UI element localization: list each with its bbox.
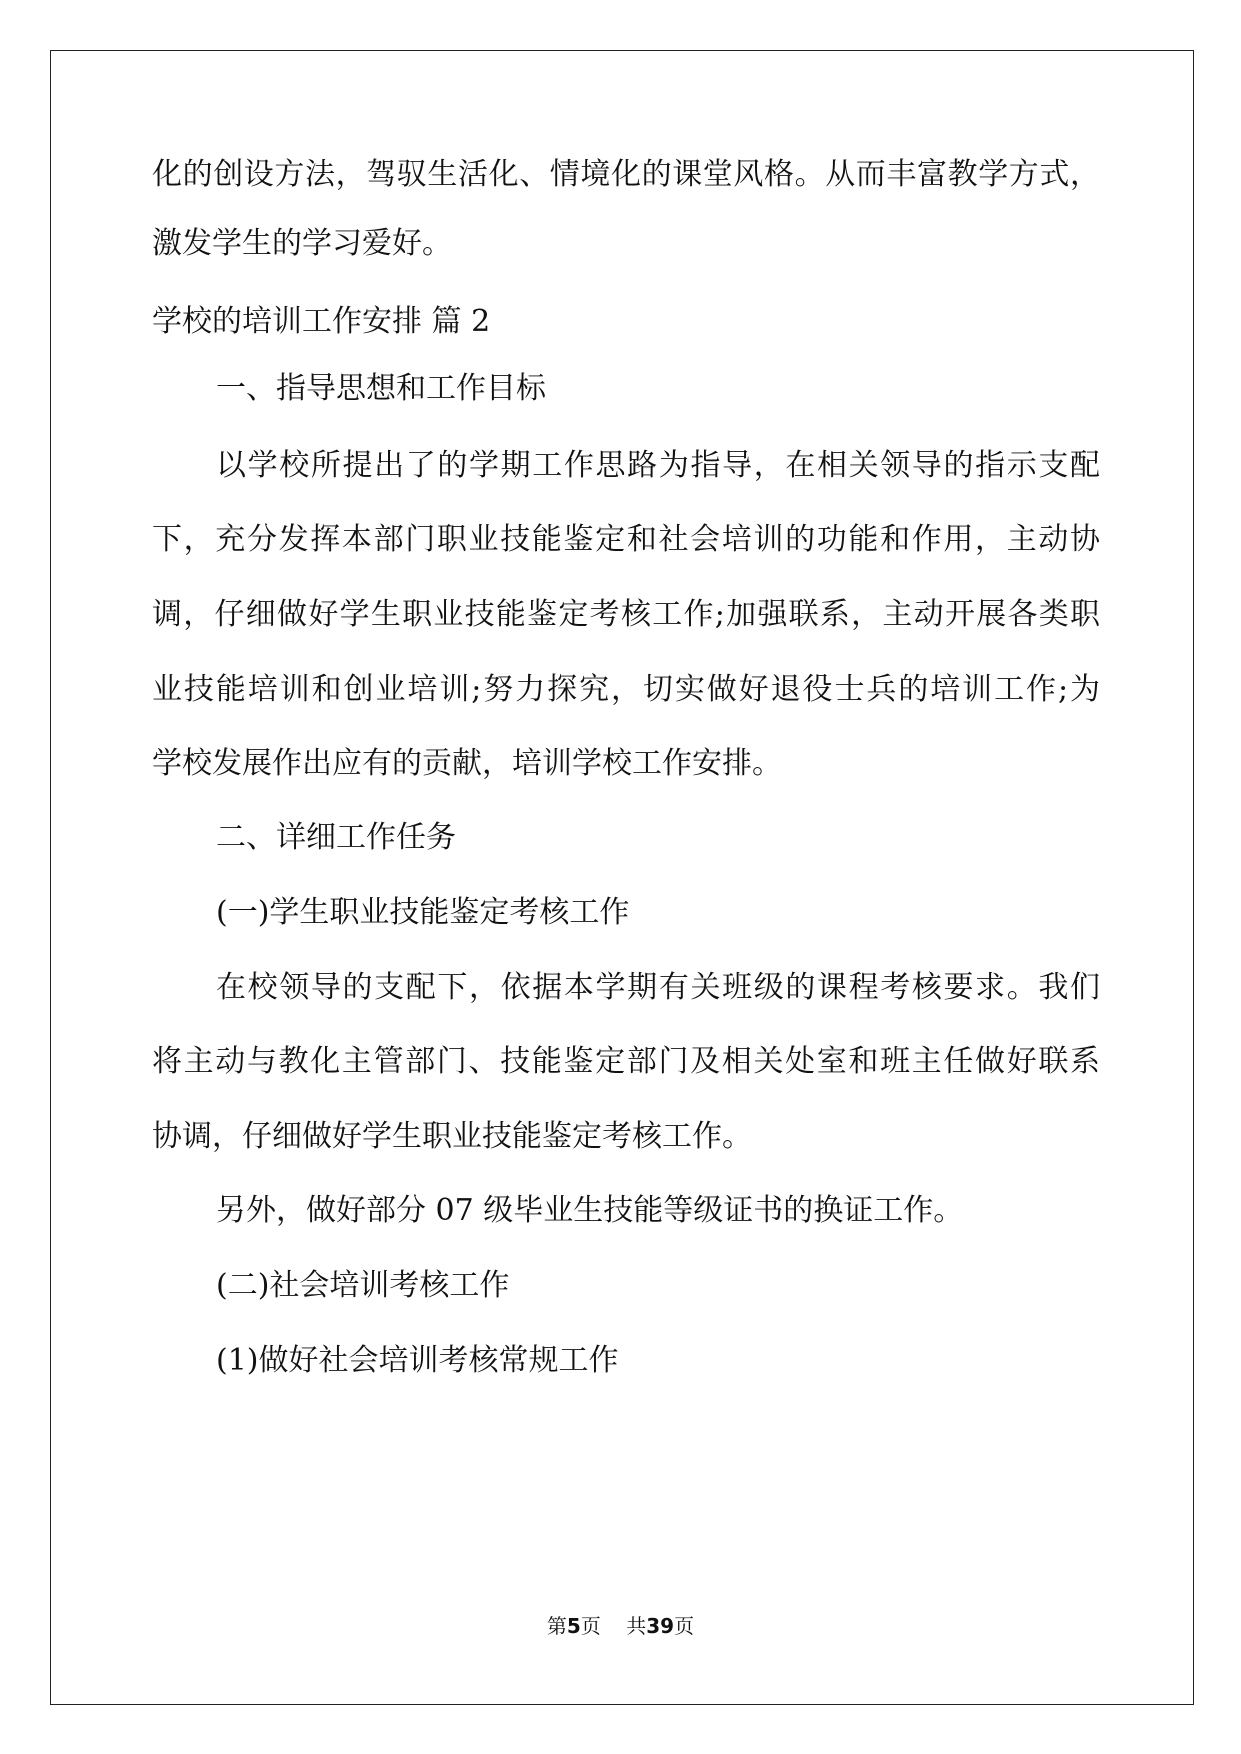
body-line-11: 另外，做好部分 07 级毕业生技能等级证书的换证工作。 (216, 1193, 964, 1228)
subheading-social-training: (二)社会培训考核工作 (216, 1268, 510, 1303)
footer-mid: 页 共 (580, 1614, 647, 1638)
body-line-1: 化的创设方法，驾驭生活化、情境化的课堂风格。从而丰富教学方式， (152, 157, 1100, 192)
footer-page-number: 5 (566, 1614, 581, 1638)
heading-detailed-tasks: 二、详细工作任务 (216, 820, 456, 855)
section-heading: 学校的培训工作安排 篇 2 (152, 304, 491, 339)
body-line-7: 学校发展作出应有的贡献，培训学校工作安排。 (152, 746, 782, 781)
footer-total-pages: 39 (646, 1614, 675, 1638)
heading-guiding-thought: 一、指导思想和工作目标 (216, 371, 546, 406)
body-line-5: 调，仔细做好学生职业技能鉴定考核工作;加强联系，主动开展各类职 (152, 597, 1100, 632)
body-line-4: 下，充分发挥本部门职业技能鉴定和社会培训的功能和作用，主动协 (152, 522, 1100, 557)
body-line-6: 业技能培训和创业培训;努力探究，切实做好退役士兵的培训工作;为 (152, 672, 1100, 707)
subheading-student-assessment: (一)学生职业技能鉴定考核工作 (216, 895, 630, 930)
body-line-3: 以学校所提出了的学期工作思路为指导，在相关领导的指示支配 (216, 448, 1100, 483)
page-border (50, 50, 1194, 1705)
body-line-9: 将主动与教化主管部门、技能鉴定部门及相关处室和班主任做好联系 (152, 1044, 1100, 1079)
subheading-routine-work: (1)做好社会培训考核常规工作 (216, 1343, 619, 1378)
body-line-10: 协调，仔细做好学生职业技能鉴定考核工作。 (152, 1119, 752, 1154)
body-line-8: 在校领导的支配下，依据本学期有关班级的课程考核要求。我们 (216, 970, 1100, 1005)
footer-prefix: 第 (546, 1614, 567, 1638)
body-line-2: 激发学生的学习爱好。 (152, 226, 452, 261)
page-footer (0, 1610, 1241, 1639)
footer-suffix: 页 (674, 1614, 695, 1638)
